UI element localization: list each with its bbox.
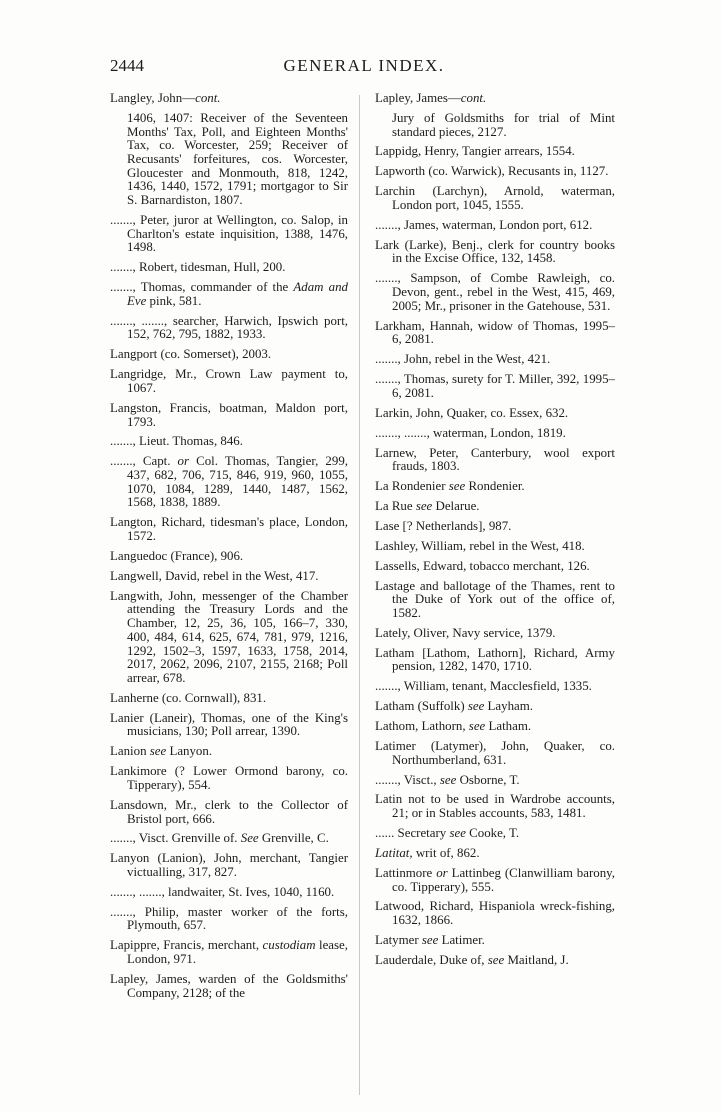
- index-entry: [375, 560, 615, 574]
- entry-text: Lapley, James, warden of the Goldsmiths' Company, 2128; of the: [110, 971, 348, 1000]
- entry-text: Lapley, James—: [375, 91, 461, 105]
- index-entry: [110, 692, 348, 706]
- page-header: [110, 56, 618, 82]
- index-entry: [375, 320, 615, 347]
- entry-italic-text: see: [439, 772, 457, 787]
- index-entry: [110, 348, 348, 362]
- index-entry: [110, 712, 348, 739]
- entry-text: Latwood, Richard, Hispaniola wreck-fishing, 1632, 1866.: [375, 899, 615, 928]
- entry-text: Grenville, C.: [258, 831, 329, 846]
- index-entry: [375, 373, 615, 400]
- entry-text: Lattinmore: [375, 865, 437, 880]
- index-entry: [375, 407, 615, 421]
- entry-text: ......., Robert, tidesman, Hull, 200.: [110, 260, 286, 275]
- right-column: [375, 92, 615, 974]
- entry-text: Larkin, John, Quaker, co. Essex, 632.: [375, 405, 569, 420]
- entry-text: Langton, Richard, tidesman's place, London, 1572.: [110, 515, 348, 544]
- index-entry: [110, 214, 348, 255]
- entry-text: Cooke, T.: [465, 826, 520, 841]
- entry-italic-text: custodiam: [262, 938, 316, 953]
- entry-italic-text: or: [436, 865, 448, 880]
- index-entry: [375, 720, 615, 734]
- entry-italic-text: cont.: [460, 91, 487, 105]
- entry-italic-text: see: [467, 699, 485, 714]
- entry-text: La Rondenier: [375, 479, 449, 494]
- entry-text: ......., Lieut. Thomas, 846.: [110, 434, 243, 449]
- index-entry: [375, 954, 615, 968]
- index-entry: [375, 520, 615, 534]
- index-entry: [110, 765, 348, 792]
- entry-text: Lately, Oliver, Navy service, 1379.: [375, 625, 556, 640]
- index-entry: [110, 435, 348, 449]
- entry-text: Lassells, Edward, tobacco merchant, 126.: [375, 558, 590, 573]
- entry-text: ......., Capt.: [110, 454, 178, 469]
- index-entry: [110, 570, 348, 584]
- entry-text: Lanherne (co. Cornwall), 831.: [110, 690, 267, 705]
- entry-text: Lauderdale, Duke of,: [375, 952, 488, 967]
- entry-text: Larnew, Peter, Canterbury, wool export frauds, 1803.: [375, 445, 615, 474]
- index-entry: [110, 799, 348, 826]
- index-entry: [375, 700, 615, 714]
- entry-text: Latham.: [485, 719, 532, 734]
- entry-text: pink, 581.: [146, 293, 202, 308]
- index-entry: [375, 219, 615, 233]
- entry-text: ......., Sampson, of Combe Rawleigh, co. Devon, gent., rebel in the West, 415, 469, 2005; Mr., prisoner in the Gatehouse, 531.: [375, 271, 615, 313]
- entry-text: Larkham, Hannah, widow of Thomas, 1995–6, 2081.: [375, 318, 615, 347]
- entry-text: Langston, Francis, boatman, Maldon port, 1793.: [110, 400, 348, 429]
- index-entry: [375, 500, 615, 514]
- index-entry: [375, 627, 615, 641]
- entry-text: Latymer: [375, 933, 422, 948]
- entry-text: ......., Visct.,: [375, 772, 440, 787]
- index-entry: [110, 92, 348, 106]
- index-entry: [110, 832, 348, 846]
- entry-italic-text: see: [421, 933, 439, 948]
- entry-text: ......., Visct. Grenville of.: [110, 831, 241, 846]
- entry-text: ...... Secretary: [375, 826, 450, 841]
- index-entry: [375, 847, 615, 861]
- entry-text: ......., Thomas, commander of the: [110, 280, 294, 295]
- index-entry: [110, 852, 348, 879]
- left-column: [110, 92, 348, 1007]
- entry-italic-text: see: [449, 826, 466, 841]
- entry-italic-text: Latitat,: [375, 845, 413, 860]
- page-title: GENERAL INDEX.: [283, 56, 445, 75]
- entry-text: lease, London, 971.: [127, 938, 348, 967]
- index-entry: [110, 590, 348, 686]
- index-entry: [375, 145, 615, 159]
- page-number: 2444: [110, 56, 144, 75]
- index-entry: [375, 92, 615, 106]
- index-entry: [375, 900, 615, 927]
- index-entry: [375, 867, 615, 894]
- index-entry: [375, 480, 615, 494]
- entry-text: Lathom, Lathorn,: [375, 719, 469, 734]
- entry-italic-text: or: [177, 454, 190, 469]
- entry-text: Latin not to be used in Wardrobe accounts, 21; or in Stables accounts, 583, 1481.: [375, 792, 615, 821]
- index-entry: [110, 516, 348, 543]
- index-entry: [110, 550, 348, 564]
- index-entry: [110, 745, 348, 759]
- entry-text: ......., ......., waterman, London, 1819.: [375, 425, 566, 440]
- index-entry: [375, 793, 615, 820]
- index-entry: [375, 447, 615, 474]
- entry-text: Larchin (Larchyn), Arnold, waterman, London port, 1045, 1555.: [375, 184, 615, 212]
- index-entry: [375, 827, 615, 841]
- index-entry: [375, 239, 615, 266]
- entry-text: Latham (Suffolk): [375, 699, 468, 714]
- index-entry: [110, 281, 348, 308]
- entry-text: Latimer (Latymer), John, Quaker, co. Northumberland, 631.: [375, 739, 615, 767]
- entry-text: Lansdown, Mr., clerk to the Collector of Bristol port, 666.: [110, 797, 348, 826]
- entry-text: Lappidg, Henry, Tangier arrears, 1554.: [375, 144, 575, 159]
- entry-text: ......., Peter, juror at Wellington, co. Salop, in Charlton's estate inquisition, 1388, 1476, 1498.: [110, 213, 348, 255]
- entry-text: ......., ......., landwaiter, St. Ives, 1040, 1160.: [110, 884, 335, 899]
- index-entry: [375, 680, 615, 694]
- entry-text: ......., ......., searcher, Harwich, Ipswich port, 152, 762, 795, 1882, 1933.: [110, 313, 348, 342]
- entry-text: Langwell, David, rebel in the West, 417.: [110, 568, 319, 583]
- entry-text: ......., Thomas, surety for T. Miller, 392, 1995–6, 2081.: [375, 372, 615, 400]
- entry-text: Langridge, Mr., Crown Law payment to, 1067.: [110, 367, 348, 395]
- entry-italic-text: see: [415, 498, 433, 513]
- index-entry: [110, 112, 348, 208]
- index-entry: [375, 647, 615, 674]
- entry-italic-text: see: [448, 479, 466, 494]
- entry-text: writ of, 862.: [412, 845, 480, 860]
- entry-italic-text: Adam and Eve: [127, 280, 348, 308]
- index-entry: [375, 774, 615, 788]
- index-entry: [110, 939, 348, 966]
- entry-text: Layham.: [484, 699, 533, 714]
- entry-text: Col. Thomas, Tangier, 299, 437, 682, 706, 715, 846, 919, 960, 1055, 1070, 1084, 1289, 1440, 1487, 1562, 1568, 1838, 1889.: [127, 454, 348, 510]
- index-entry: [375, 934, 615, 948]
- entry-text: Lastage and ballotage of the Thames, rent to the Duke of York out of the office of, 1582.: [375, 578, 615, 620]
- entry-text: Jury of Goldsmiths for trial of Mint standard pieces, 2127.: [392, 110, 615, 139]
- entry-text: Latham [Lathom, Lathorn], Richard, Army pension, 1282, 1470, 1710.: [375, 645, 615, 674]
- entry-text: Lanyon (Lanion), John, merchant, Tangier victualling, 317, 827.: [110, 851, 348, 879]
- entry-text: Latimer.: [438, 933, 485, 948]
- entry-text: Langwith, John, messenger of the Chamber attending the Treasury Lords and the Chamber, 12, 25, 36, 105, 166–7, 330, 400, 484, 614, 625, 674, 781, 979, 1216, 1292, 1502–3, 1597, 1633, 1758, 2014, 2017, 2062, 2096, 2107, 2155, 2168; Poll arrear, 678.: [110, 588, 348, 685]
- entry-text: Lanier (Laneir), Thomas, one of the King's musicians, 130; Poll arrear, 1390.: [110, 710, 348, 739]
- entry-text: Lashley, William, rebel in the West, 418.: [375, 538, 585, 553]
- index-entry: [375, 185, 615, 212]
- index-entry: [110, 315, 348, 342]
- entry-text: Languedoc (France), 906.: [110, 548, 244, 563]
- index-entry: [375, 272, 615, 313]
- entry-text: Langley, John—: [110, 91, 196, 105]
- index-entry: [110, 261, 348, 275]
- index-entry: [375, 580, 615, 621]
- index-entry: [110, 973, 348, 1000]
- entry-text: Lark (Larke), Benj., clerk for country books in the Excise Office, 132, 1458.: [375, 237, 615, 266]
- entry-italic-text: cont.: [195, 91, 221, 105]
- index-entry: [375, 740, 615, 767]
- entry-text: Lattinbeg (Clanwilliam barony, co. Tipperary), 555.: [392, 865, 615, 894]
- index-entry: [375, 427, 615, 441]
- entry-text: 1406, 1407: Receiver of the Seventeen Months' Tax, Poll, and Eighteen Months' Tax, co. Worcester, 259; Receiver of Recusants' forfeitures, cos. Worcester, Gloucester and Monmouth, 818, 1242, 1436, 1440, 1572, 1791; mortgagor to Sir S. Barnardiston, 1807.: [127, 110, 348, 208]
- entry-italic-text: see: [149, 744, 167, 759]
- index-entry: [110, 886, 348, 900]
- index-entry: [375, 353, 615, 367]
- entry-text: ......., William, tenant, Macclesfield, 1335.: [375, 679, 592, 694]
- entry-text: ......., Philip, master worker of the forts, Plymouth, 657.: [110, 904, 348, 933]
- index-entry: [375, 540, 615, 554]
- entry-text: Lanyon.: [166, 744, 213, 759]
- entry-text: Delarue.: [432, 498, 480, 513]
- entry-text: Lapippre, Francis, merchant,: [110, 938, 263, 953]
- entry-text: Lase [? Netherlands], 987.: [375, 518, 512, 533]
- column-divider: [359, 95, 360, 1095]
- entry-text: ......., John, rebel in the West, 421.: [375, 352, 551, 367]
- entry-italic-text: see: [468, 719, 486, 734]
- index-entry: [375, 165, 615, 179]
- index-entry: [110, 455, 348, 510]
- entry-text: La Rue: [375, 498, 416, 513]
- entry-text: ......., James, waterman, London port, 612.: [375, 217, 593, 232]
- entry-text: Rondenier.: [465, 479, 525, 494]
- index-entry: [375, 112, 615, 139]
- entry-text: Lankimore (? Lower Ormond barony, co. Tipperary), 554.: [110, 764, 348, 792]
- entry-text: Maitland, J.: [504, 952, 569, 967]
- index-entry: [110, 906, 348, 933]
- entry-text: Langport (co. Somerset), 2003.: [110, 347, 272, 362]
- entry-italic-text: See: [240, 831, 259, 846]
- entry-text: Lanion: [110, 744, 150, 759]
- entry-text: Osborne, T.: [456, 772, 520, 787]
- entry-text: Lapworth (co. Warwick), Recusants in, 1127.: [375, 164, 609, 179]
- index-entry: [110, 402, 348, 429]
- entry-italic-text: see: [487, 952, 505, 967]
- index-entry: [110, 368, 348, 395]
